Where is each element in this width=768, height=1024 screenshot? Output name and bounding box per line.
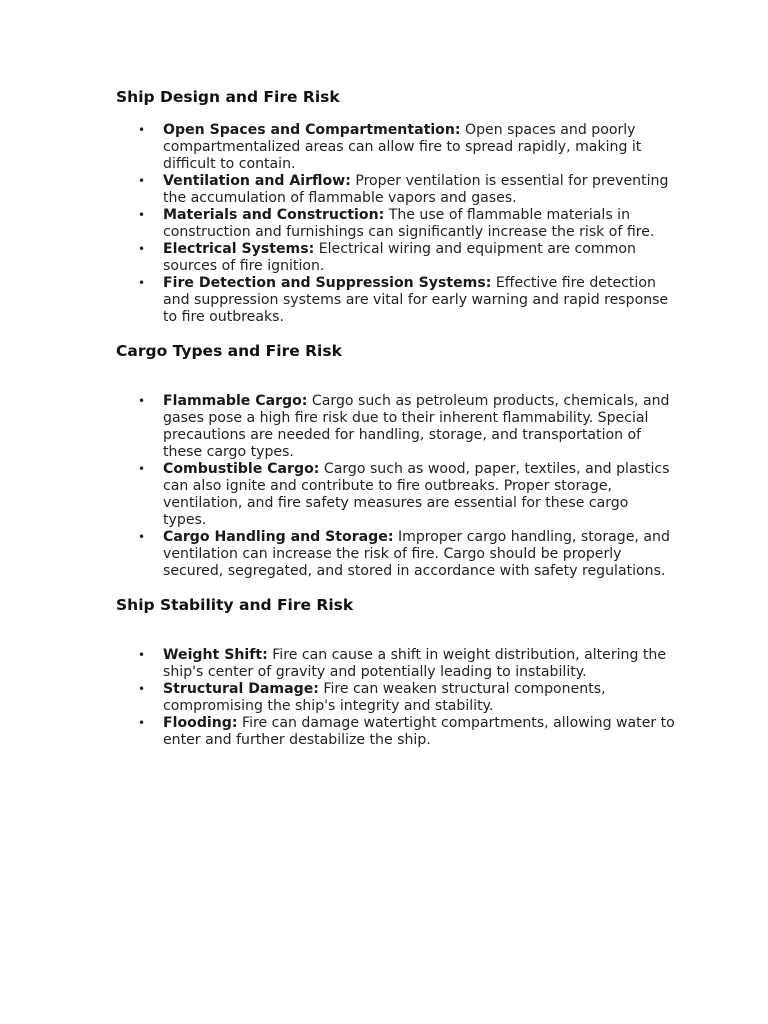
cargo-types-list [116,393,676,580]
item-term: Electrical Systems: [163,241,315,257]
item-term: Structural Damage: [163,681,319,697]
bullet-icon: • [138,123,146,137]
bullet-icon: • [138,530,146,544]
item-term: Flooding: [163,715,238,731]
item-text: Fire can weaken structural components, compromising the ship's integrity and stability. [163,681,606,714]
list-item [116,715,676,749]
bullet-icon: • [138,276,146,290]
list-item [116,647,676,681]
list-item [116,275,676,326]
bullet-icon: • [138,208,146,222]
item-text: Electrical wiring and equipment are common sources of fire ignition. [163,241,636,274]
item-term: Flammable Cargo: [163,393,308,409]
bullet-icon: • [138,394,146,408]
item-text: Cargo such as wood, paper, textiles, and plastics can also ignite and contribute to fire outbreaks. Proper storage, ventilation, and fire safety measures are essential for these cargo types. [163,461,670,528]
list-item [116,529,676,580]
bullet-icon: • [138,716,146,730]
item-text: The use of flammable materials in construction and furnishings can significantly increase the risk of fire. [163,207,655,240]
item-term: Combustible Cargo: [163,461,320,477]
item-term: Materials and Construction: [163,207,385,223]
list-item [116,681,676,715]
bullet-icon: • [138,462,146,476]
item-text: Improper cargo handling, storage, and ventilation can increase the risk of fire. Cargo should be properly secured, segregated, and stored in accordance with safety regulations. [163,529,670,579]
item-term: Open Spaces and Compartmentation: [163,122,461,138]
item-text: Fire can damage watertight compartments, allowing water to enter and further destabilize the ship. [163,715,675,748]
item-text: Proper ventilation is essential for preventing the accumulation of flammable vapors and gases. [163,173,669,206]
section-title-cargo-types: Cargo Types and Fire Risk [116,342,342,360]
document-page [116,86,676,749]
bullet-icon: • [138,174,146,188]
bullet-icon: • [138,682,146,696]
list-item [116,461,676,529]
item-term: Fire Detection and Suppression Systems: [163,275,492,291]
item-text: Effective fire detection and suppression systems are vital for early warning and rapid response to fire outbreaks. [163,275,669,325]
bullet-icon: • [138,648,146,662]
item-text: Fire can cause a shift in weight distribution, altering the ship's center of gravity and potentially leading to instability. [163,647,667,680]
section-title-ship-design: Ship Design and Fire Risk [116,88,340,106]
section-title-ship-stability: Ship Stability and Fire Risk [116,596,354,614]
list-item [116,122,676,173]
list-item [116,173,676,207]
ship-design-list [116,122,676,326]
item-text: Open spaces and poorly compartmentalized areas can allow fire to spread rapidly, making it difficult to contain. [163,122,642,172]
item-text: Cargo such as petroleum products, chemicals, and gases pose a high fire risk due to their inherent flammability. Special precautions are needed for handling, storage, and transportation of these cargo types. [163,393,670,460]
item-term: Ventilation and Airflow: [163,173,351,189]
list-item [116,393,676,461]
ship-stability-list [116,647,676,749]
item-term: Weight Shift: [163,647,268,663]
bullet-icon: • [138,242,146,256]
item-term: Cargo Handling and Storage: [163,529,394,545]
list-item [116,241,676,275]
list-item [116,207,676,241]
